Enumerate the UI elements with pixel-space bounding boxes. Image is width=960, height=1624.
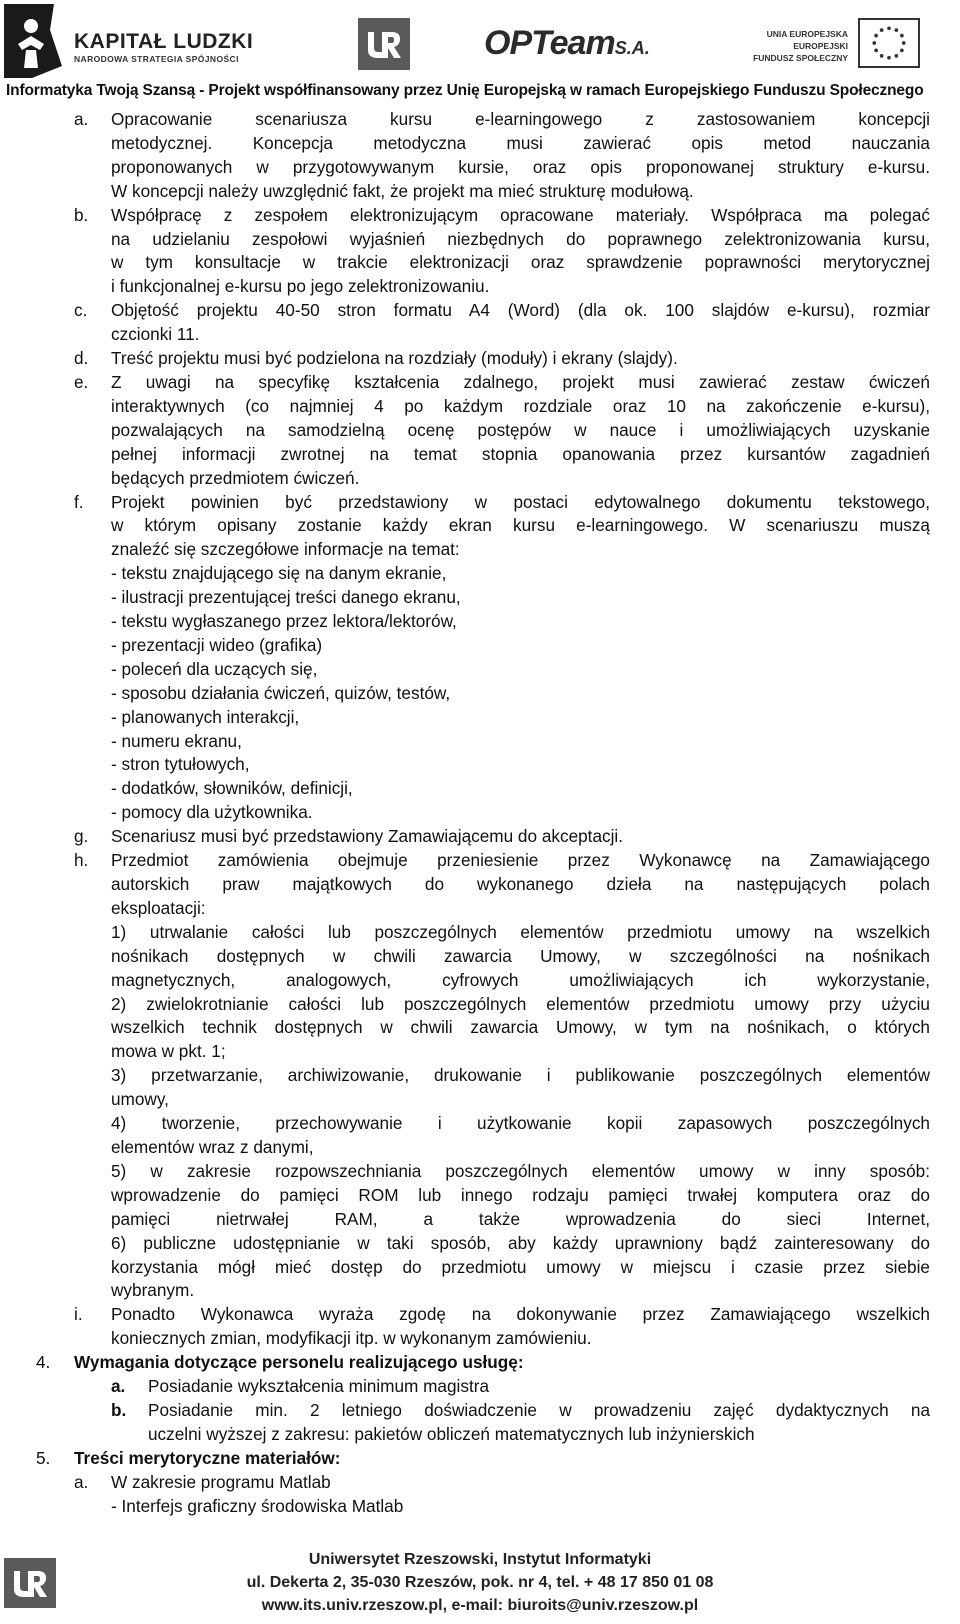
section4-subitem-text <box>148 1399 930 1447</box>
section4-subitem <box>0 1375 960 1399</box>
list-item <box>0 299 960 347</box>
list-item-label: f. <box>74 491 84 512</box>
eu-flag-icon <box>858 18 920 68</box>
project-tagline: Informatyka Twoją Szansą - Projekt współfinansowany przez Unię Europejską w ramach Europejskiego Funduszu Społecznego <box>6 82 924 99</box>
list-item-line: wszelkich technik dostępnych w chwili zawarcia Umowy, w tym na nośnikach, o których <box>111 1017 930 1038</box>
list-item <box>0 108 960 204</box>
list-item-line: - prezentacji wideo (grafika) <box>111 634 323 655</box>
page-footer <box>0 1532 960 1624</box>
list-item-line: w którym opisany zostanie każdy ekran kursu e-learningowego. W scenariuszu muszą <box>111 515 930 536</box>
section4-subitem-line: Posiadanie wykształcenia minimum magistra <box>148 1376 490 1397</box>
list-item-line: korzystania mógł mieć dostęp do przedmiotu umowy w miejscu i czasie przez siebie <box>111 1256 930 1277</box>
list-item-line: - dodatków, słowników, definicji, <box>111 778 353 799</box>
list-item <box>0 491 960 826</box>
list-item-line: elementów wraz z danymi, <box>111 1136 314 1157</box>
list-item-line: W koncepcji należy uwzględnić fakt, że projekt ma mieć strukturę modułową. <box>111 180 694 201</box>
list-item-label: i. <box>74 1304 83 1325</box>
list-item <box>0 849 960 1303</box>
list-item-line: Treść projektu musi być podzielona na rozdziały (moduły) i ekrany (slajdy). <box>111 348 678 369</box>
list-item-line: pamięci nietrwałej RAM, a także wprowadzenia do sieci Internet, <box>111 1208 930 1229</box>
list-item-label: h. <box>74 850 89 871</box>
list-item-line: będących przedmiotem ćwiczeń. <box>111 467 360 488</box>
list-item-line: - numeru ekranu, <box>111 730 242 751</box>
ue-label <box>740 28 848 64</box>
list-item-line: interaktywnych (co najmniej 4 po każdym rozdziale oraz 10 na zakończenie e-kursu), <box>111 395 930 416</box>
list-item-line: i funkcjonalnej e-kursu po jego zelektronizowaniu. <box>111 276 490 297</box>
list-item-line: na udzielaniu zespołowi wyjaśnień niezbędnych do poprawnego zelektronizowania kursu, <box>111 228 930 249</box>
list-item-line: w tym konsultacje w trakcie elektronizacji oraz sprawdzenie poprawności merytorycznej <box>111 252 930 273</box>
list-item-line: metodycznej. Koncepcja metodyczna musi zawierać opis metod nauczania <box>111 132 930 153</box>
page-header <box>0 0 960 104</box>
list-item-line: Ponadto Wykonawca wyraża zgodę na dokonywanie przez Zamawiającego wszelkich <box>111 1304 930 1325</box>
list-item-line: 3) przetwarzanie, archiwizowanie, drukowanie i publikowanie poszczególnych elementów <box>111 1065 930 1086</box>
list-item-label: b. <box>74 204 89 225</box>
section4-subitem-line: uczelni wyższej z zakresu: pakietów obliczeń matematycznych lub inżynierskich <box>148 1423 755 1444</box>
section4-subitem <box>0 1399 960 1447</box>
list-item-line: Objętość projektu 40-50 stron formatu A4 (Word) (dla ok. 100 slajdów e-kursu), rozmiar <box>111 300 930 321</box>
list-item-line: magnetycznych, analogowych, cyfrowych umożliwiających ich wykorzystanie, <box>111 969 930 990</box>
list-item <box>0 825 960 849</box>
section4-number: 4. <box>36 1352 51 1373</box>
list-item-line: koniecznych zmian, modyfikacji itp. w wykonanym zamówieniu. <box>111 1328 592 1349</box>
list-item-line: Projekt powinien być przedstawiony w postaci edytowalnego dokumentu tekstowego, <box>111 491 930 512</box>
list-item-line: Z uwagi na specyfikę kształcenia zdalnego, projekt musi zawierać zestaw ćwiczeń <box>111 371 930 392</box>
list-item-line: autorskich praw majątkowych do wykonanego dzieła na następujących polach <box>111 874 930 894</box>
section4-heading <box>0 1351 960 1375</box>
list-item <box>0 371 960 491</box>
list-item-line: znaleźć się szczegółowe informacje na temat: <box>111 539 460 560</box>
list-item-line: wprowadzenie do pamięci ROM lub innego rodzaju pamięci trwałej komputera oraz do <box>111 1184 930 1205</box>
section4-subitem-text <box>148 1375 930 1399</box>
list-item-line: Współpracę z zespołem elektronizującym opracowane materiały. Współpraca ma polegać <box>111 204 930 225</box>
section5-subitem-label: a. <box>74 1471 89 1492</box>
document-body <box>0 108 960 1518</box>
list-item-label: d. <box>74 348 89 369</box>
ur-logo-icon <box>358 18 410 70</box>
section5-title: Treści merytoryczne materiałów: <box>74 1447 341 1468</box>
list-item-line: - ilustracji prezentującej treści danego ekranu, <box>111 587 461 608</box>
list-item-line: proponowanych w przygotowywanym kursie, oraz opis proponowanej struktury e-kursu. <box>111 156 930 177</box>
section5-number: 5. <box>36 1447 51 1468</box>
section5-subitem-line: - Interfejs graficzny środowiska Matlab <box>111 1495 404 1516</box>
list-item-line: 6) publiczne udostępnianie w taki sposób, aby każdy uprawniony bądź zainteresowany do <box>111 1232 930 1253</box>
list-item-line: eksploatacji: <box>111 897 206 918</box>
list-item-line: mowa w pkt. 1; <box>111 1041 226 1062</box>
list-item-line: - tekstu znajdującego się na danym ekranie, <box>111 563 447 584</box>
list-item-line: 4) tworzenie, przechowywanie i użytkowanie kopii zapasowych poszczególnych <box>111 1113 930 1134</box>
kapital-ludzki-title: KAPITAŁ LUDZKI <box>74 30 254 53</box>
list-item-line: pozwalających na samodzielną ocenę postępów w nauce i umożliwiających uzyskanie <box>111 419 930 440</box>
list-item-label: e. <box>74 371 89 392</box>
list-item <box>0 1303 960 1351</box>
list-item-line: - stron tytułowych, <box>111 754 250 775</box>
list-item-label: a. <box>74 109 89 129</box>
section4-title: Wymagania dotyczące personelu realizującego usługę: <box>74 1352 524 1373</box>
section4-subitem-line: Posiadanie min. 2 letniego doświadczenie w prowadzeniu zajęć dydaktycznych na <box>148 1399 930 1420</box>
list-item <box>0 347 960 371</box>
list-item-line: - pomocy dla użytkownika. <box>111 802 313 823</box>
kapital-ludzki-logo <box>4 4 62 78</box>
list-item-line: - poleceń dla uczących się, <box>111 658 318 679</box>
list-item-line: - sposobu działania ćwiczeń, quizów, testów, <box>111 682 451 703</box>
opteam-logo <box>484 24 650 63</box>
list-item-line: 5) w zakresie rozpowszechniania poszczególnych elementów umowy w inny sposób: <box>111 1160 930 1181</box>
section4-subitem-label: a. <box>111 1376 126 1397</box>
list-item-line: - tekstu wygłaszanego przez lektora/lektorów, <box>111 611 457 632</box>
opteam-name: OPTeam <box>484 24 615 62</box>
ur-footer-logo-icon <box>4 1558 56 1608</box>
list-item-line: Przedmiot zamówienia obejmuje przeniesienie przez Wykonawcę na Zamawiającego <box>111 850 930 871</box>
opteam-suffix: S.A. <box>614 38 650 58</box>
section5-heading <box>0 1447 960 1471</box>
list-item-line: pełnej informacji zwrotnej na temat stopnia opanowania przez kursantów zagadnień <box>111 443 930 464</box>
section5-subitem-text <box>111 1471 930 1519</box>
ue-line-2: EUROPEJSKI <box>793 41 848 51</box>
section5-subitem-line: W zakresie programu Matlab <box>111 1471 331 1492</box>
list-item-label: c. <box>74 300 88 321</box>
list-item-line: nośnikach dostępnych w chwili zawarcia Umowy, w szczególności na nośnikach <box>111 945 930 966</box>
ue-line-3: FUNDUSZ SPOŁECZNY <box>753 53 848 63</box>
section4-subitem-label: b. <box>111 1399 127 1420</box>
list-item-line: umowy, <box>111 1089 169 1110</box>
footer-address <box>200 1548 760 1617</box>
list-item-line: 1) utrwalanie całości lub poszczególnych elementów przedmiotu umowy na wszelkich <box>111 921 930 942</box>
footer-line-3: www.its.univ.rzeszow.pl, e-mail: biuroits@univ.rzeszow.pl <box>261 1597 699 1614</box>
list-item-line: - planowanych interakcji, <box>111 706 300 727</box>
section5-subitem <box>0 1471 960 1519</box>
footer-line-1: Uniwersytet Rzeszowski, Instytut Informatyki <box>308 1551 652 1568</box>
list-item-line: Scenariusz musi być przedstawiony Zamawiającemu do akceptacji. <box>111 826 624 847</box>
footer-line-2: ul. Dekerta 2, 35-030 Rzeszów, pok. nr 4, tel. + 48 17 850 01 08 <box>246 1574 714 1591</box>
ue-line-1: UNIA EUROPEJSKA <box>766 29 848 39</box>
list-item-line: 2) zwielokrotnianie całości lub poszczególnych elementów przedmiotu umowy przy użyciu <box>111 993 930 1014</box>
kapital-ludzki-subtitle: NARODOWA STRATEGIA SPÓJNOŚCI <box>74 54 239 64</box>
list-item-line: wybranym. <box>111 1280 195 1301</box>
list-item-line: czcionki 11. <box>111 324 200 345</box>
list-item <box>0 204 960 300</box>
list-item-label: g. <box>74 826 89 847</box>
list-item-line: Opracowanie scenariusza kursu e-learningowego z zastosowaniem koncepcji <box>111 109 930 129</box>
